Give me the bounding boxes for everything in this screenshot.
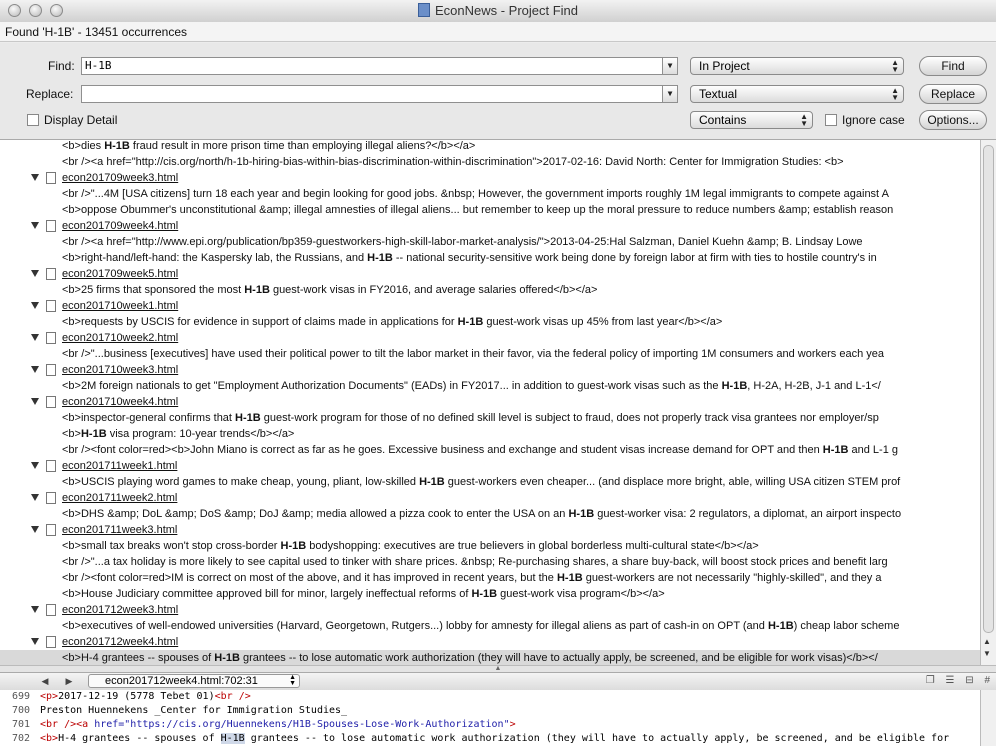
disclosure-triangle-icon[interactable] xyxy=(31,302,39,309)
disclosure-triangle-icon[interactable] xyxy=(31,462,39,469)
result-match-text: <b>25 firms that sponsored the most H-1B guest-work visas in FY2016, and average salaries offered</b></a> xyxy=(62,284,598,296)
result-match-text: <b>H-4 grantees -- spouses of H-1B grantees -- to lose automatic work authorization (they will have to actually apply, be screened, and be eligible for work visas)</b></ xyxy=(62,652,878,664)
find-history-arrow-icon[interactable]: ▼ xyxy=(662,58,677,74)
editor-line[interactable] xyxy=(0,690,980,704)
result-match-row[interactable] xyxy=(0,570,980,586)
editor-line[interactable] xyxy=(0,732,980,746)
window-title xyxy=(0,3,996,18)
options-button[interactable]: Options... xyxy=(919,110,987,130)
result-file-name: econ201710week4.html xyxy=(62,396,179,408)
result-match-text: <b>House Judiciary committee approved bill for minor, largely ineffectual reforms of H-1B guest-work visa program</b></a> xyxy=(62,588,665,600)
result-file-row[interactable] xyxy=(0,458,980,474)
disclosure-triangle-icon[interactable] xyxy=(31,638,39,645)
result-file-row[interactable] xyxy=(0,266,980,282)
line-number: 700 xyxy=(11,705,30,716)
result-file-name: econ201711week1.html xyxy=(62,460,178,472)
result-file-name: econ201710week1.html xyxy=(62,300,179,312)
line-number: 702 xyxy=(11,733,30,744)
result-match-text: <br /><font color=red><b>John Miano is correct as far as he goes. Excessive business and exchange and student visas increase demand for OPT and then H-1B and L-1 g xyxy=(62,444,898,456)
pane-splitter[interactable]: ▲ xyxy=(0,665,996,672)
result-match-row[interactable] xyxy=(0,250,980,266)
result-file-name: econ201711week3.html xyxy=(62,524,178,536)
display-detail-checkbox[interactable] xyxy=(27,114,39,126)
result-file-row[interactable] xyxy=(0,298,980,314)
bookmarks-icon[interactable]: ☰ xyxy=(945,675,955,686)
result-match-text: <br />"...business [executives] have used their political power to tilt the labor market in their favor, via the federal policy of importing 1M consumers and workers each yea xyxy=(62,348,884,360)
result-file-name: econ201711week2.html xyxy=(62,492,178,504)
html-file-icon xyxy=(46,364,56,376)
result-match-text: <b>oppose Obummer's unconstitutional &amp; illegal amnesties of illegal aliens... but remember to keep up the moral pressure to reduce numbers &amp; establish reason xyxy=(62,204,894,216)
ignore-case-label: Ignore case xyxy=(842,113,905,127)
result-match-text: <b>small tax breaks won't stop cross-border H-1B bodyshopping: executives are true believers in global borderless multi-cultural state</b></a> xyxy=(62,540,759,552)
result-file-name: econ201710week2.html xyxy=(62,332,179,344)
title-bar xyxy=(0,0,996,23)
result-file-row[interactable] xyxy=(0,218,980,234)
line-code: <b>H-4 grantees -- spouses of H-1B grantees -- to lose automatic work authorization (they will have to actually apply, be screened, and be eligible for xyxy=(40,733,950,744)
counterpart-icon[interactable]: ❐ xyxy=(925,675,935,686)
updown-arrows-icon: ▲ ▼ xyxy=(891,86,899,102)
disclosure-triangle-icon[interactable] xyxy=(31,526,39,533)
result-file-name: econ201712week3.html xyxy=(62,604,179,616)
results-list xyxy=(0,140,980,665)
disclosure-triangle-icon[interactable] xyxy=(31,222,39,229)
result-file-row[interactable] xyxy=(0,330,980,346)
replace-input[interactable] xyxy=(81,85,678,103)
html-file-icon xyxy=(46,172,56,184)
line-code: <br /><a href="https://cis.org/Huennekens/H1B-Spouses-Lose-Work-Authorization"> xyxy=(40,719,516,730)
result-match-row[interactable] xyxy=(0,154,980,170)
result-match-row[interactable] xyxy=(0,442,980,458)
scroll-up-arrow-icon[interactable]: ▲ xyxy=(983,637,991,646)
scope-popup-value: In Project xyxy=(699,59,750,73)
result-match-text: <b>2M foreign nationals to get "Employment Authorization Documents" (EADs) in FY2017... in addition to guest-work visas such as the H-1B, H-2A, H-2B, J-1 and L-1</ xyxy=(62,380,881,392)
match-popup[interactable] xyxy=(690,111,813,129)
editor-line[interactable] xyxy=(0,718,980,732)
editor-toolbar-icons xyxy=(918,675,990,686)
result-match-text: <b>H-1B visa program: 10-year trends</b></a> xyxy=(62,428,295,440)
result-match-row[interactable] xyxy=(0,202,980,218)
find-button[interactable]: Find xyxy=(919,56,987,76)
updown-arrows-icon: ▲ ▼ xyxy=(891,58,899,74)
result-match-row[interactable] xyxy=(0,346,980,362)
result-match-text: <b>requests by USCIS for evidence in support of claims made in applications for H-1B guest-work visas up 45% from last year</b></a> xyxy=(62,316,723,328)
result-match-row[interactable] xyxy=(0,650,980,665)
find-panel xyxy=(0,43,996,140)
disclosure-triangle-icon[interactable] xyxy=(31,366,39,373)
result-file-row[interactable] xyxy=(0,602,980,618)
scroll-down-arrow-icon[interactable]: ▼ xyxy=(983,649,991,658)
disclosure-triangle-icon[interactable] xyxy=(31,494,39,501)
html-file-icon xyxy=(46,636,56,648)
result-match-row[interactable] xyxy=(0,554,980,570)
result-file-row[interactable] xyxy=(0,522,980,538)
result-match-row[interactable] xyxy=(0,140,980,154)
result-match-row[interactable] xyxy=(0,506,980,522)
result-file-name: econ201709week5.html xyxy=(62,268,179,280)
result-match-row[interactable] xyxy=(0,314,980,330)
results-scrollbar[interactable] xyxy=(980,140,996,665)
result-match-row[interactable] xyxy=(0,234,980,250)
result-match-row[interactable] xyxy=(0,426,980,442)
find-status: Found 'H-1B' - 13451 occurrences xyxy=(0,22,996,42)
html-file-icon xyxy=(46,300,56,312)
result-file-name: econ201710week3.html xyxy=(62,364,179,376)
match-popup-value: Contains xyxy=(699,113,747,127)
results-scroll-thumb[interactable] xyxy=(983,145,994,633)
updown-arrows-icon: ▲ ▼ xyxy=(800,112,808,128)
line-code: Preston Huennekens _Center for Immigration Studies_ xyxy=(40,705,348,716)
ignore-case-checkbox[interactable] xyxy=(825,114,837,126)
html-file-icon xyxy=(46,460,56,472)
mode-popup-value: Textual xyxy=(699,87,738,101)
result-match-text: <br /><a href="http://www.epi.org/publication/bp359-guestworkers-high-skill-labor-market-analysis/">2013-04-25:Hal Salzman, Daniel Kuehn &amp; B. Lindsay Lowe xyxy=(62,236,863,248)
display-detail-label: Display Detail xyxy=(44,113,118,127)
result-match-row[interactable] xyxy=(0,186,980,202)
line-code: <p>2017-12-19 (5778 Tebet 01)<br /> xyxy=(40,691,251,702)
scope-popup[interactable] xyxy=(690,57,904,75)
html-file-icon xyxy=(46,332,56,344)
result-match-row[interactable] xyxy=(0,410,980,426)
result-match-row[interactable] xyxy=(0,586,980,602)
result-match-text: <br />"...4M [USA citizens] turn 18 each year and begin looking for good jobs. &nbsp; However, the government imports roughly 1M legal immigrants to compete against A xyxy=(62,188,889,200)
result-file-row[interactable] xyxy=(0,362,980,378)
result-match-text: <br /><font color=red>IM is correct on most of the above, and it has improved in recent years, but the H-1B guest-workers are not necessarily "highly-skilled", and they a xyxy=(62,572,882,584)
result-file-name: econ201712week4.html xyxy=(62,636,179,648)
editor-scrollbar[interactable] xyxy=(980,690,996,746)
result-match-row[interactable] xyxy=(0,474,980,490)
forward-arrow-icon[interactable]: ▶ xyxy=(65,676,73,686)
result-match-row[interactable] xyxy=(0,538,980,554)
result-file-row[interactable] xyxy=(0,490,980,506)
result-match-text: <b>USCIS playing word games to make cheap, young, pliant, low-skilled H-1B guest-workers even cheaper... (and displace more bright, able, willing USA citizen STEM prof xyxy=(62,476,901,488)
disclosure-triangle-icon[interactable] xyxy=(31,334,39,341)
result-match-text: <br /><a href="http://cis.org/north/h-1b-hiring-bias-within-bias-discrimination-within-discrimination">2017-02-16: David North: Center for Immigration Studies: <b> xyxy=(62,156,844,168)
updown-arrows-icon: ▲ ▼ xyxy=(289,674,296,687)
document-icon xyxy=(418,3,430,17)
html-file-icon xyxy=(46,524,56,536)
result-match-text: <b>right-hand/left-hand: the Kaspersky lab, the Russians, and H-1B -- national security-sensitive work being done by foreign labor at firm with ties to hostile country's in xyxy=(62,252,877,264)
html-file-icon xyxy=(46,220,56,232)
html-file-icon xyxy=(46,604,56,616)
disclosure-triangle-icon[interactable] xyxy=(31,270,39,277)
editor-navigation-bar xyxy=(0,672,996,691)
result-match-text: <b>executives of well-endowed universities (Harvard, Georgetown, Rutgers...) lobby for amnesty for illegal aliens as part of cash-in on OPT (and H-1B) cheap labor scheme xyxy=(62,620,900,632)
line-number: 699 xyxy=(11,691,30,702)
result-file-row[interactable] xyxy=(0,394,980,410)
line-number: 701 xyxy=(11,719,30,730)
html-file-icon xyxy=(46,492,56,504)
disclosure-triangle-icon[interactable] xyxy=(31,174,39,181)
result-match-row[interactable] xyxy=(0,618,980,634)
result-file-row[interactable] xyxy=(0,170,980,186)
result-match-row[interactable] xyxy=(0,378,980,394)
result-match-text: <br />"...a tax holiday is more likely to see capital used to tinker with share prices. &nbsp; Re-purchasing shares, a share buy-back, will boost stock prices and benefit larg xyxy=(62,556,888,568)
result-match-row[interactable] xyxy=(0,282,980,298)
replace-history-arrow-icon[interactable]: ▼ xyxy=(662,86,677,102)
disclosure-triangle-icon[interactable] xyxy=(31,398,39,405)
result-match-text: <b>DHS &amp; DoL &amp; DoS &amp; DoJ &amp; media allowed a pizza cook to enter the USA on an H-1B guest-worker visa: 2 regulators, a diplomat, an airport inspecto xyxy=(62,508,902,520)
result-file-row[interactable] xyxy=(0,634,980,650)
html-file-icon xyxy=(46,396,56,408)
mode-popup[interactable] xyxy=(690,85,904,103)
result-file-name: econ201709week4.html xyxy=(62,220,179,232)
result-file-name: econ201709week3.html xyxy=(62,172,179,184)
window-title-text: EconNews - Project Find xyxy=(434,3,579,18)
find-input[interactable] xyxy=(81,57,678,75)
find-input-value: H-1B xyxy=(85,59,112,72)
file-location-text: econ201712week4.html:702:31 xyxy=(105,675,258,687)
replace-button[interactable]: Replace xyxy=(919,84,987,104)
result-match-text: <b>inspector-general confirms that H-1B guest-work program for those of no defined skill level is subject to fraud, does not properly track visa grantees nor employer/sp xyxy=(62,412,879,424)
source-editor[interactable] xyxy=(0,690,980,746)
find-label: Find: xyxy=(48,59,75,73)
result-match-text: <b>dies H-1B fraud result in more prison time than employing illegal aliens?</b></a> xyxy=(62,140,476,152)
disclosure-triangle-icon[interactable] xyxy=(31,606,39,613)
file-location-popup[interactable] xyxy=(88,674,300,688)
split-view-icon[interactable]: ⊟ xyxy=(965,675,974,686)
replace-label: Replace: xyxy=(26,87,74,101)
editor-line[interactable] xyxy=(0,704,980,718)
include-icon[interactable]: # xyxy=(984,675,990,686)
html-file-icon xyxy=(46,268,56,280)
back-arrow-icon[interactable]: ◀ xyxy=(41,676,49,686)
